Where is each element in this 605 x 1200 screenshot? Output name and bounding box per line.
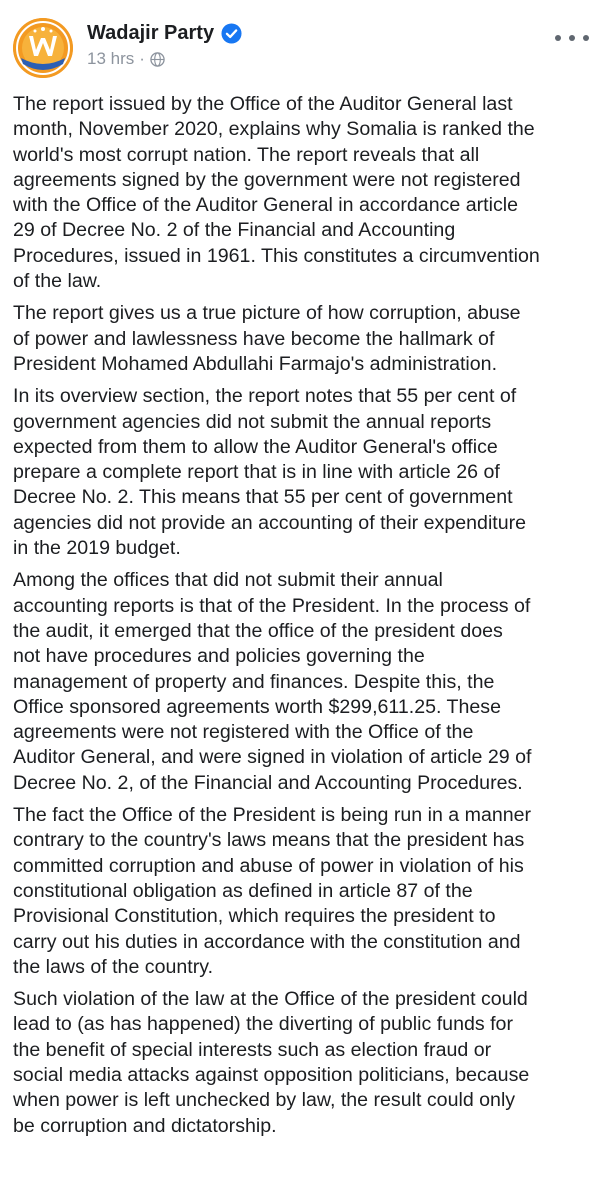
post-paragraph: The report issued by the Office of the Auditor General last month, November 2020, explains why Somalia is ranked the world's most corrupt nation. The report reveals that all agreements signed by the government were not registered with the Office of the Auditor General in accordance article 29 of Decree No. 2 of the Financial and Accounting Procedures, issued in 1961. This constitutes a circumvention of the law. [13, 93, 540, 293]
more-dot [569, 35, 575, 41]
post-paragraph: Such violation of the law at the Office of the president could lead to (as has happened) the diverting of public funds for the benefit of special interests such as election fraud or social media attacks against opposition politicians, because when power is left unchecked by law, the result could only be corruption and dictatorship. [13, 988, 530, 1137]
page-avatar[interactable] [13, 18, 73, 78]
more-options-icon[interactable] [555, 26, 589, 50]
post-paragraph: Among the offices that did not submit their annual accounting reports is that of the President. In the process of the audit, it emerged that the office of the president does not have procedures and policies governing the management of property and finances. Despite this, the Office sponsored agreements worth $299,611.25. These agreements were not registered with the Office of the Auditor General, and were signed in violation of article 29 of Decree No. 2, of the Financial and Accounting Procedures. [13, 569, 532, 794]
more-dot [583, 35, 589, 41]
meta-separator: · [139, 49, 145, 68]
post-paragraph: The fact the Office of the President is being run in a manner contrary to the country's laws means that the president has committed corruption and abuse of power in violation of his constitutional obligation as defined in article 87 of the Provisional Constitution, which requires the president to carry out his duties in accordance with the constitution and the laws of the country. [13, 804, 532, 978]
post-timestamp[interactable]: 13 hrs [87, 49, 135, 68]
more-dot [555, 35, 561, 41]
post-body [13, 92, 599, 1146]
post-paragraph: In its overview section, the report notes that 55 per cent of government agencies did not submit the annual reports expected from them to allow the Auditor General's office prepare a complete report that is in line with article 26 of Decree No. 2. This means that 55 per cent of government agencies did not provide an accounting of their expenditure in the 2019 budget. [13, 385, 527, 560]
post-paragraph: The report gives us a true picture of how corruption, abuse of power and lawlessness have become the hallmark of President Mohamed Abdullahi Farmajo's administration. [13, 302, 521, 375]
page-name[interactable] [87, 22, 242, 45]
page-name-label[interactable]: Wadajir Party [87, 22, 215, 44]
wadajir-party-logo [13, 18, 73, 78]
post-header [0, 0, 605, 82]
post-meta [87, 49, 165, 69]
globe-icon[interactable] [150, 52, 165, 67]
verified-badge-icon [221, 23, 242, 44]
